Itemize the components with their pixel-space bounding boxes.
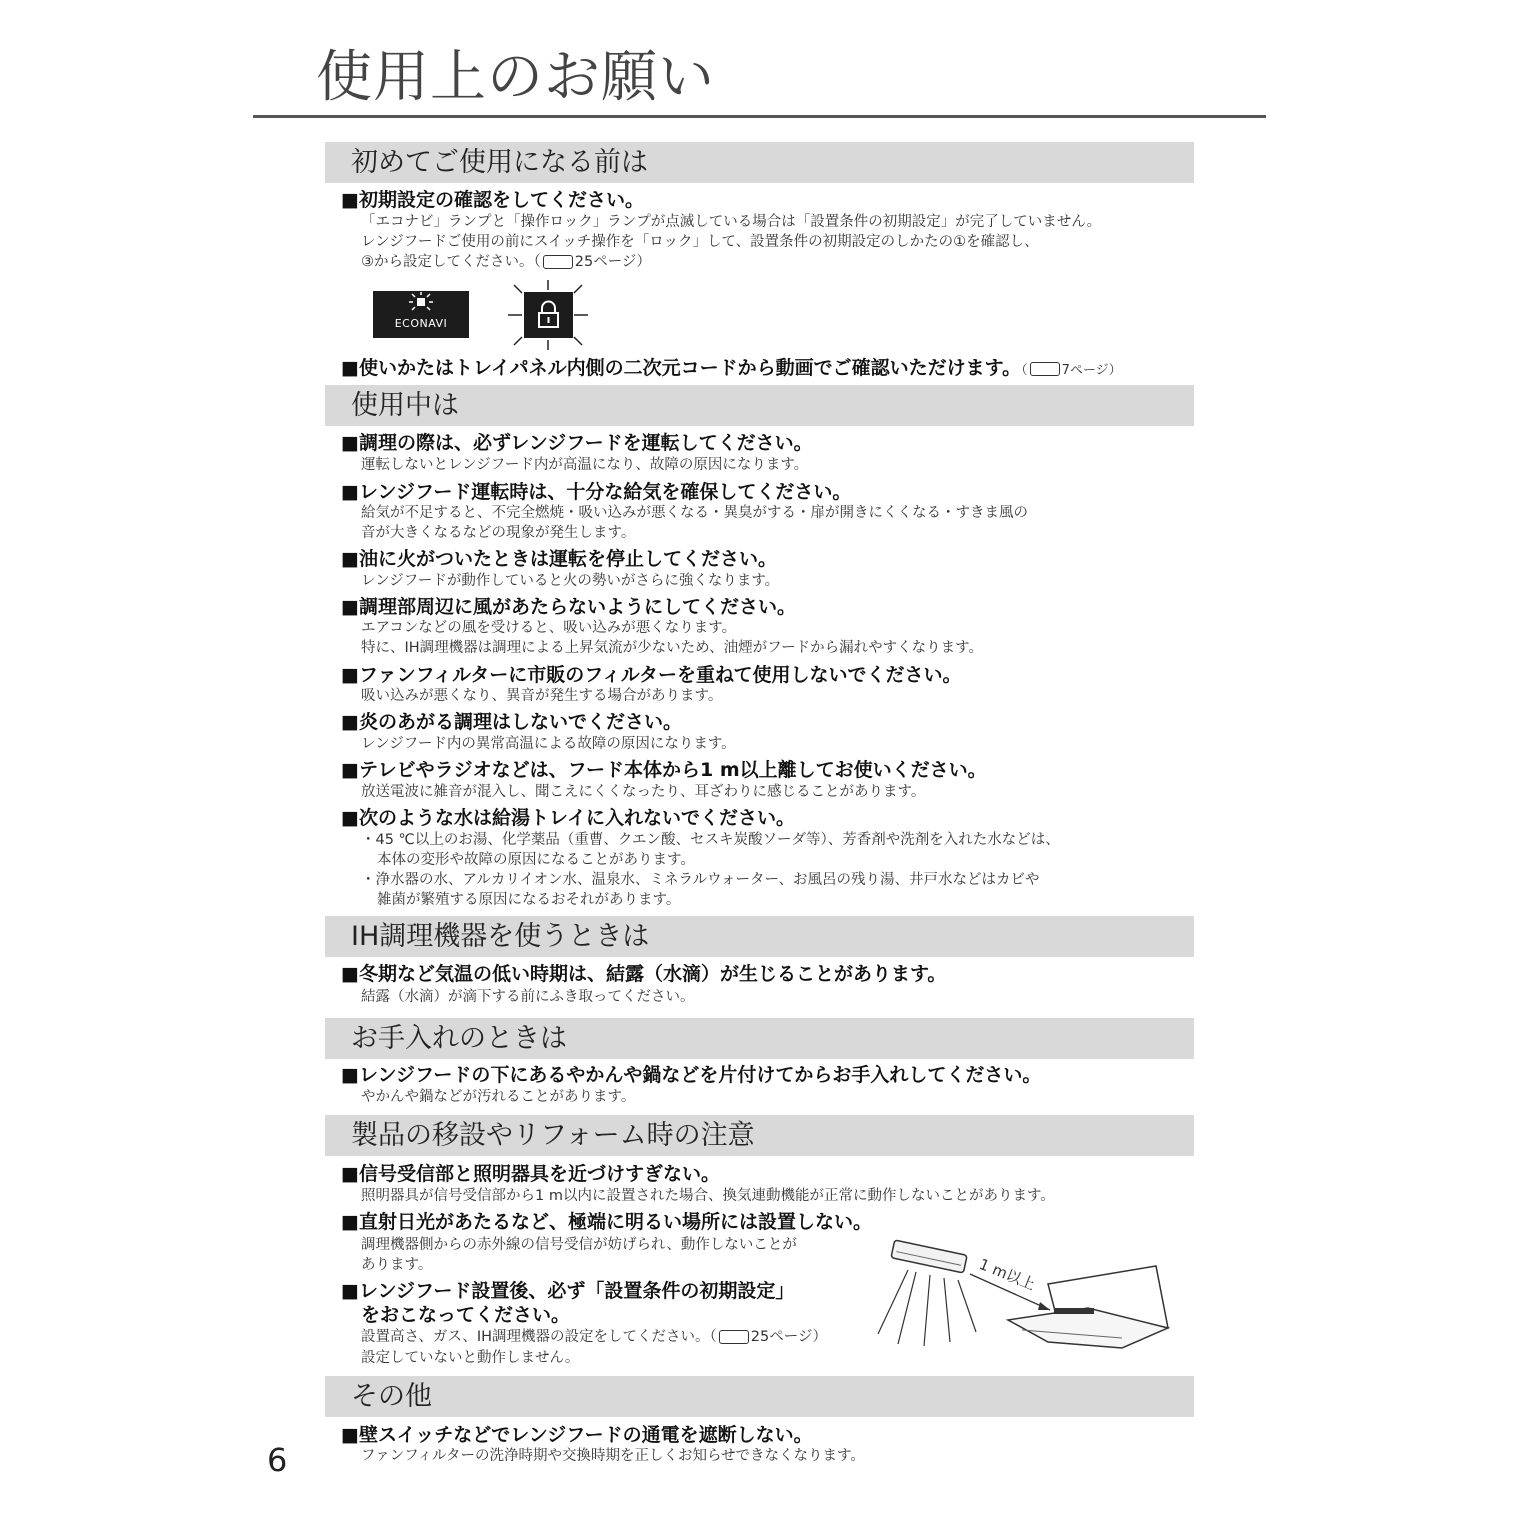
item-text: エアコンなどの風を受けると、吸い込みが悪くなります。 — [361, 620, 737, 636]
item-text: ③から設定してください。（ 25ページ） — [361, 254, 651, 270]
item-title: ■テレビやラジオなどは、フード本体から1 m以上離してお使いください。 — [341, 759, 987, 781]
item-title: ■レンジフード設置後、必ず「設置条件の初期設定」 — [341, 1280, 795, 1302]
section-heading-relocation: 製品の移設やリフォーム時の注意 — [325, 1115, 1194, 1156]
item-title: ■ファンフィルターに市販のフィルターを重ねて使用しないでください。 — [341, 664, 962, 686]
item-title: ■油に火がついたときは運転を停止してください。 — [341, 548, 777, 570]
page-title: 使用上のお願い — [316, 45, 715, 110]
item-text: 「エコナビ」ランプと「操作ロック」ランプが点滅している場合は「設置条件の初期設定」が完了していません。 — [361, 214, 1102, 230]
distance-label: 1 m以上 — [976, 1255, 1038, 1294]
lock-icon — [524, 292, 573, 338]
econavi-label: ECONAVI — [394, 317, 448, 330]
item-text: 特に、IH調理機器は調理による上昇気流が少ないため、油煙がフードから漏れやすくなります。 — [361, 640, 984, 656]
item-title: ■炎のあがる調理はしないでください。 — [341, 711, 682, 733]
item-text: 設定していないと動作しません。 — [361, 1350, 580, 1366]
item-text: 照明器具が信号受信部から1 m以内に設置された場合、換気連動機能が正常に動作しないことがあります。 — [361, 1188, 1055, 1204]
item-text: 吸い込みが悪くなり、異音が発生する場合があります。 — [361, 688, 723, 704]
item-title: ■冬期など気温の低い時期は、結露（水滴）が生じることがあります。 — [341, 963, 947, 985]
item-text: やかんや鍋などが汚れることがあります。 — [361, 1089, 636, 1105]
item-title: ■壁スイッチなどでレンジフードの通電を遮断しない。 — [341, 1424, 813, 1446]
item-text: レンジフードが動作していると火の勢いがさらに強くなります。 — [361, 573, 780, 589]
page-number: 6 — [267, 1441, 288, 1479]
econavi-lamp-illustration — [373, 291, 469, 338]
item-text: あります。 — [361, 1257, 433, 1273]
item-title: ■レンジフード運転時は、十分な給気を確保してください。 — [341, 481, 852, 503]
item-text: ・浄水器の水、アルカリイオン水、温泉水、ミネラルウォーター、お風呂の残り湯、井戸水などはカビや — [361, 872, 1040, 888]
item-title: ■次のような水は給湯トレイに入れないでください。 — [341, 807, 796, 829]
item-text: レンジフードご使用の前にスイッチ操作を「ロック」して、設置条件の初期設定のしかたの①を確認し、 — [361, 234, 1039, 250]
hood-distance-illustration — [872, 1238, 1172, 1358]
section-heading-during-use: 使用中は — [325, 385, 1194, 426]
item-title: ■使いかたはトレイパネル内側の二次元コードから動画でご確認いただけます。（ 7ページ） — [341, 357, 1122, 379]
item-text: 放送電波に雑音が混入し、聞こえにくくなったり、耳ざわりに感じることがあります。 — [361, 784, 926, 800]
section-heading-other: その他 — [325, 1376, 1194, 1417]
item-text: 運転しないとレンジフード内が高温になり、故障の原因になります。 — [361, 457, 809, 473]
page-reference-icon — [719, 1330, 749, 1344]
item-text: 設置高さ、ガス、IH調理機器の設定をしてください。（ 25ページ） — [361, 1329, 827, 1345]
item-text: 結露（水滴）が滴下する前にふき取ってください。 — [361, 989, 695, 1005]
item-title: ■直射日光があたるなど、極端に明るい場所には設置しない。 — [341, 1211, 872, 1233]
item-title: ■調理部周辺に風があたらないようにしてください。 — [341, 596, 796, 618]
page-reference-icon — [1030, 362, 1060, 376]
item-title: ■調理の際は、必ずレンジフードを運転してください。 — [341, 432, 813, 454]
title-divider — [253, 115, 1266, 118]
item-title: ■信号受信部と照明器具を近づけすぎない。 — [341, 1163, 720, 1185]
item-title-continued: をおこなってください。 — [361, 1304, 571, 1326]
item-text: 音が大きくなるなどの現象が発生します。 — [361, 525, 636, 541]
item-title: ■初期設定の確認をしてください。 — [341, 189, 644, 211]
section-heading-ih-cooker: IH調理機器を使うときは — [325, 916, 1194, 957]
item-text: 本体の変形や故障の原因になることがあります。 — [377, 852, 695, 868]
item-text: ・45 ℃以上のお湯、化学薬品（重曹、クエン酸、セスキ炭酸ソーダ等）、芳香剤や洗剤を入れた水などは、 — [361, 832, 1060, 848]
item-title: ■レンジフードの下にあるやかんや鍋などを片付けてからお手入れしてください。 — [341, 1064, 1042, 1086]
item-text: 給気が不足すると、不完全燃焼・吸い込みが悪くなる・異臭がする・扉が開きにくくなる・すきま風の — [361, 505, 1028, 521]
section-heading-before-first-use: 初めてご使用になる前は — [325, 142, 1194, 183]
item-text: ファンフィルターの洗浄時期や交換時期を正しくお知らせできなくなります。 — [361, 1448, 865, 1464]
item-text: レンジフード内の異常高温による故障の原因になります。 — [361, 736, 736, 752]
section-heading-cleaning: お手入れのときは — [325, 1018, 1194, 1059]
page-reference-icon — [543, 255, 573, 269]
lock-lamp-illustration — [524, 292, 573, 338]
item-text: 調理機器側からの赤外線の信号受信が妨げられ、動作しないことが — [361, 1237, 797, 1253]
item-text: 雑菌が繁殖する原因になるおそれがあります。 — [377, 892, 681, 908]
